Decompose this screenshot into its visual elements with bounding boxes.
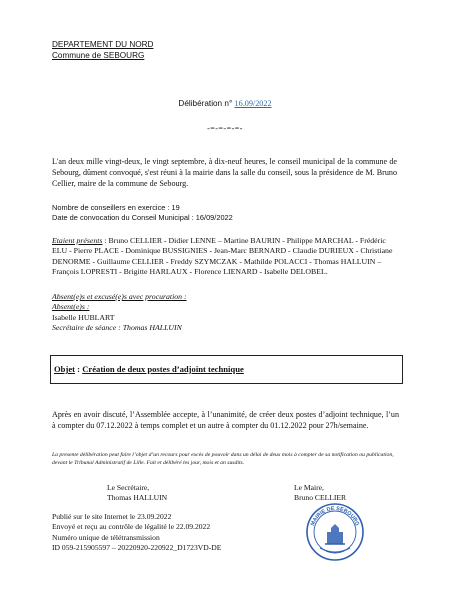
- publication-info: [52, 512, 221, 553]
- intro-paragraph: L'an deux mille vingt-deux, le vingt septembre, à dix-neuf heures, le conseil municipal de la commune de Sebourg, dûment convoqué, s'est réuni à la mairie dans la salle du conseil, sous la présidence de M. Bruno Cellier, maire de la commune de Sebourg.: [52, 157, 397, 188]
- session-meta: [52, 203, 233, 222]
- separator: -=-=-=-=-: [207, 124, 243, 133]
- appeal-notice: La presente délibération peut faire l’objet d’un recours pour excès de pouvoir dans un délai de deux mois à compter de sa notification ou publication, devant le Tribunal Administratif de Lille. Fait et délibéré les jour, mois et an susdits.: [52, 452, 394, 466]
- subject-sep: :: [75, 364, 83, 374]
- secretary-signature: [107, 483, 167, 504]
- convocation-date: Date de convocation du Conseil Municipal : 16/09/2022: [52, 212, 233, 222]
- absent-label: Absent(e)s :: [52, 302, 90, 312]
- proxy-absent-label: Absent(e)s et excusé(e)s avec procuration :: [52, 292, 187, 301]
- publication-web: Publié sur le site Internet le 23.09.2022: [52, 512, 172, 521]
- subject-label: Objet: [54, 364, 76, 374]
- absent-name: Isabelle HUBLART: [52, 312, 115, 322]
- publication-number-label: Numéro unique de télétransmission: [52, 532, 160, 542]
- svg-text:MAIRIE DE SEBOURG: MAIRIE DE SEBOURG: [309, 505, 361, 527]
- commune-name: Commune de SEBOURG: [52, 51, 145, 60]
- department-name: DEPARTEMENT DU NORD: [52, 40, 154, 49]
- absentees: [52, 292, 397, 323]
- mayor-title: Le Maire,: [294, 483, 324, 492]
- deliberation-prefix: Délibération n°: [178, 99, 233, 108]
- attendees: [52, 236, 397, 277]
- secretary-title: Le Secrétaire,: [107, 483, 150, 492]
- session-secretary: Secrétaire de séance : Thomas HALLUIN: [52, 323, 182, 332]
- deliberation-title: [0, 99, 450, 108]
- mayor-signature: [294, 483, 346, 504]
- department-header: [52, 39, 153, 61]
- attendees-label: Etaient présents: [52, 236, 103, 245]
- secretary-name: Thomas HALLUIN: [107, 493, 168, 503]
- decision-paragraph: Après en avoir discuté, l’Assemblée accepte, à l’unanimité, de créer deux postes d’adjoint technique, l’un à compter du 07.12.2022 à temps complet et un autre à compter du 01.12.2022 pour 27h/semaine.: [52, 410, 399, 430]
- subject-title: Création de deux postes d’adjoint technique: [82, 364, 244, 374]
- publication-id: ID 059-215905597 – 20220920-220922_D1723VD-DE: [52, 542, 222, 552]
- deliberation-number-link[interactable]: 16.09/2022: [234, 99, 272, 108]
- publication-legality: Envoyé et reçu au contrôle de légalité le 22.09.2022: [52, 522, 211, 532]
- subject-line: [54, 364, 244, 374]
- mayor-name: Bruno CELLIER: [294, 493, 347, 503]
- members-count: Nombre de conseillers en exercice : 19: [52, 203, 180, 212]
- mairie-seal-icon: [305, 502, 365, 562]
- attendees-list: : Bruno CELLIER - Didier LENNE – Martine BAURIN - Philippe MARCHAL - Frédéric ELU - Pierre PLACE - Dominique BUSSIGNIES - Jean-Marc BERNARD - Claudie DURIEUX - Christiane DENORME - Guillaume CELLIER - Freddy SZYMCZAK - Mathilde POLACCI - Thomas HALLUIN – François LOPRESTI - Brigitte HARLAUX - Florence LIENARD - Isabelle DELOBEL.: [52, 236, 393, 276]
